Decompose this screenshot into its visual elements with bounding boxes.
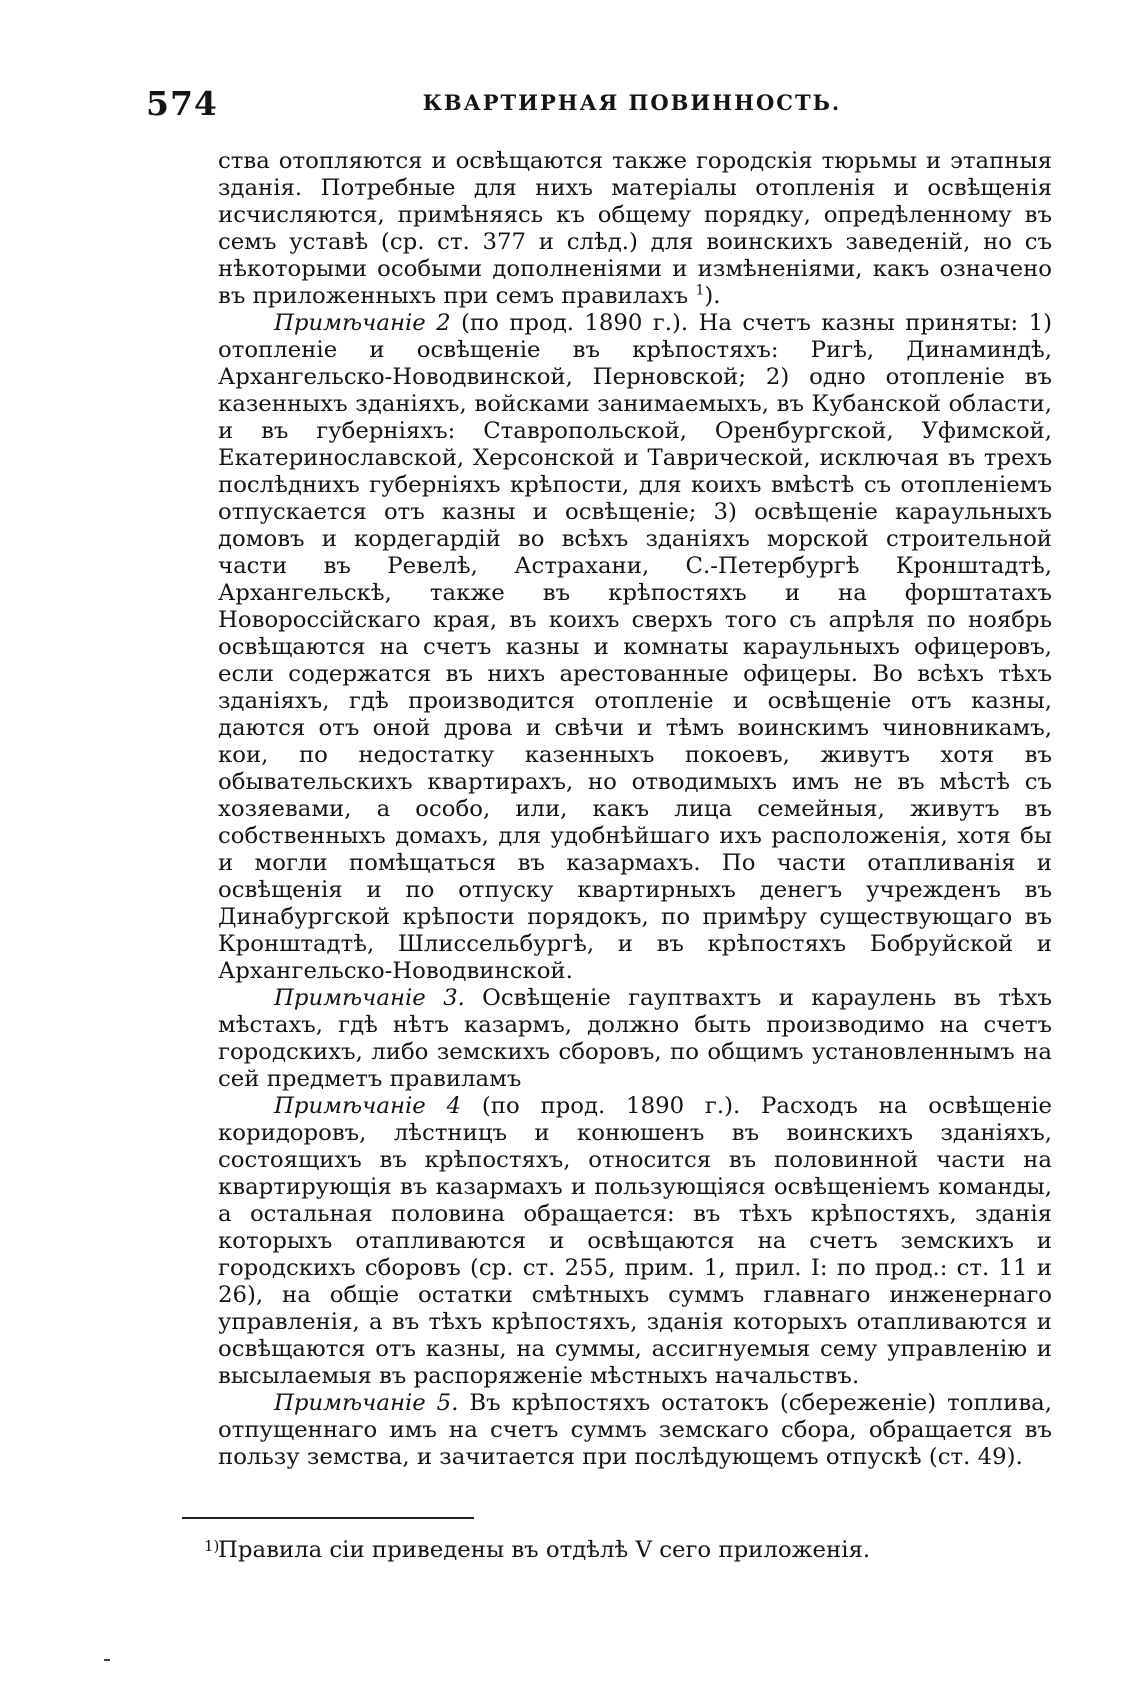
note-4-text: (по прод. 1890 г.). Расходъ на освѣщеніе коридоровъ, лѣстницъ и конюшенъ въ воинскихъ зданіяхъ, состоящихъ въ крѣпостяхъ, относится въ половинной части на квартирующія въ казармахъ и пользующіяся освѣщеніемъ команды, а остальная половина обращается: въ тѣхъ крѣпостяхъ, зданія которыхъ отапливаются и освѣщаются на счетъ земскихъ и городскихъ сборовъ (ср. ст. 255, прим. 1, прил. I: по прод.: ст. 11 и 26), на общіе остатки смѣтныхъ суммъ главнаго инженернаго управленія, а въ тѣхъ крѣпостяхъ, зданія которыхъ отапливаются и освѣщаются отъ казны, на суммы, ассигнуемыя сему управленію и высылаемыя въ распоряженіе мѣстныхъ начальствъ. (218, 1093, 1052, 1389)
note-5-text: Въ крѣпостяхъ остатокъ (сбереженіе) топлива, отпущеннаго имъ на счетъ суммъ земскаго сбора, обращается въ пользу земства, и зачитается при послѣдующемъ отпускѣ (ст. 49). (218, 1390, 1052, 1470)
note-4-label: Примѣчаніе 4 (274, 1093, 462, 1119)
paragraph-text: ства отопляются и освѣщаются также городскія тюрьмы и этапныя зданія. Потребные для нихъ матеріалы отопленія и освѣщенія исчисляются, примѣняясь къ общему порядку, опредѣленному въ семъ уставѣ (ср. ст. 377 и слѣд.) для воинскихъ заведеній, но съ нѣкоторыми особыми дополненіями и измѣненіями, какъ означено въ приложенныхъ при семъ правилахъ (218, 148, 1052, 309)
note-2-text: (по прод. 1890 г.). На счетъ казны приняты: 1) отопленіе и освѣщеніе въ крѣпостяхъ: Ригѣ, Динаминдѣ, Архангельско-Новодвинской, Перновской; 2) одно отопленіе въ казенныхъ зданіяхъ, войсками занимаемыхъ, въ Кубанской области, и въ губерніяхъ: Ставропольской, Оренбургской, Уфимской, Екатеринославской, Херсонской и Таврической, исключая въ трехъ послѣднихъ губерніяхъ крѣпости, для коихъ вмѣстѣ съ отопленіемъ отпускается отъ казны и освѣщеніе; 3) освѣщеніе караульныхъ домовъ и кордегардій во всѣхъ зданіяхъ морской строительной части въ Ревелѣ, Астрахани, С.-Петербургѣ Кронштадтѣ, Архангельскѣ, также въ крѣпостяхъ и на форштатахъ Новороссійскаго края, въ коихъ сверхъ того съ апрѣля по ноябрь освѣщаются на счетъ казны и комнаты караульныхъ офицеровъ, если содержатся въ нихъ арестованные офицеры. Во всѣхъ тѣхъ зданіяхъ, гдѣ производится отопленіе и освѣщеніе отъ казны, даются отъ оной дрова и свѣчи и тѣмъ воинскимъ чиновникамъ, кои, по недостатку казенныхъ покоевъ, живутъ хотя въ обывательскихъ квартирахъ, но отводимыхъ имъ не въ мѣстѣ съ хозяевами, а особо, или, какъ лица семейныя, живутъ въ собственныхъ домахъ, для удобнѣйшаго ихъ расположенія, хотя бы и могли помѣщаться въ казармахъ. По части отапливанія и освѣщенія и по отпуску квартирныхъ денегъ учрежденъ въ Динабургской крѣпости порядокъ, по примѣру существующаго въ Кронштадтѣ, Шлиссельбургѣ, и въ крѣпостяхъ Бобруйской и Архангельско-Новодвинской. (218, 310, 1052, 984)
footnote-text: Правила сіи приведены въ отдѣлѣ V сего приложенія. (218, 1537, 871, 1563)
footnote (204, 1537, 1052, 1564)
page-header (146, 84, 1052, 128)
footnote-marker-number: 1 (204, 1537, 214, 1555)
footnote-reference[interactable]: 1 (695, 282, 705, 299)
note-4 (218, 1093, 1052, 1390)
footnote-marker (204, 1533, 219, 1560)
paragraph-continuation (218, 148, 1052, 310)
page-number: 574 (146, 84, 218, 123)
note-2-label: Примѣчаніе 2 (274, 310, 451, 336)
footnote-divider (182, 1517, 474, 1519)
note-5 (218, 1390, 1052, 1471)
scan-speck (104, 1659, 110, 1661)
main-text (218, 148, 1052, 1471)
note-3-text: Освѣщеніе гауптвахтъ и караулень въ тѣхъ мѣстахъ, гдѣ нѣтъ казармъ, должно быть производимо на счетъ городскихъ, либо земскихъ сборовъ, по общимъ установленнымъ на сей предметъ правиламъ (218, 985, 1052, 1092)
footnote-marker-paren: ) (213, 1537, 220, 1555)
note-2 (218, 310, 1052, 985)
note-3 (218, 985, 1052, 1093)
note-3-label: Примѣчаніе 3. (274, 985, 465, 1011)
running-title: КВАРТИРНАЯ ПОВИННОСТЬ. (422, 90, 842, 115)
paragraph-end: ). (704, 283, 721, 309)
note-5-label: Примѣчаніе 5. (274, 1390, 459, 1416)
